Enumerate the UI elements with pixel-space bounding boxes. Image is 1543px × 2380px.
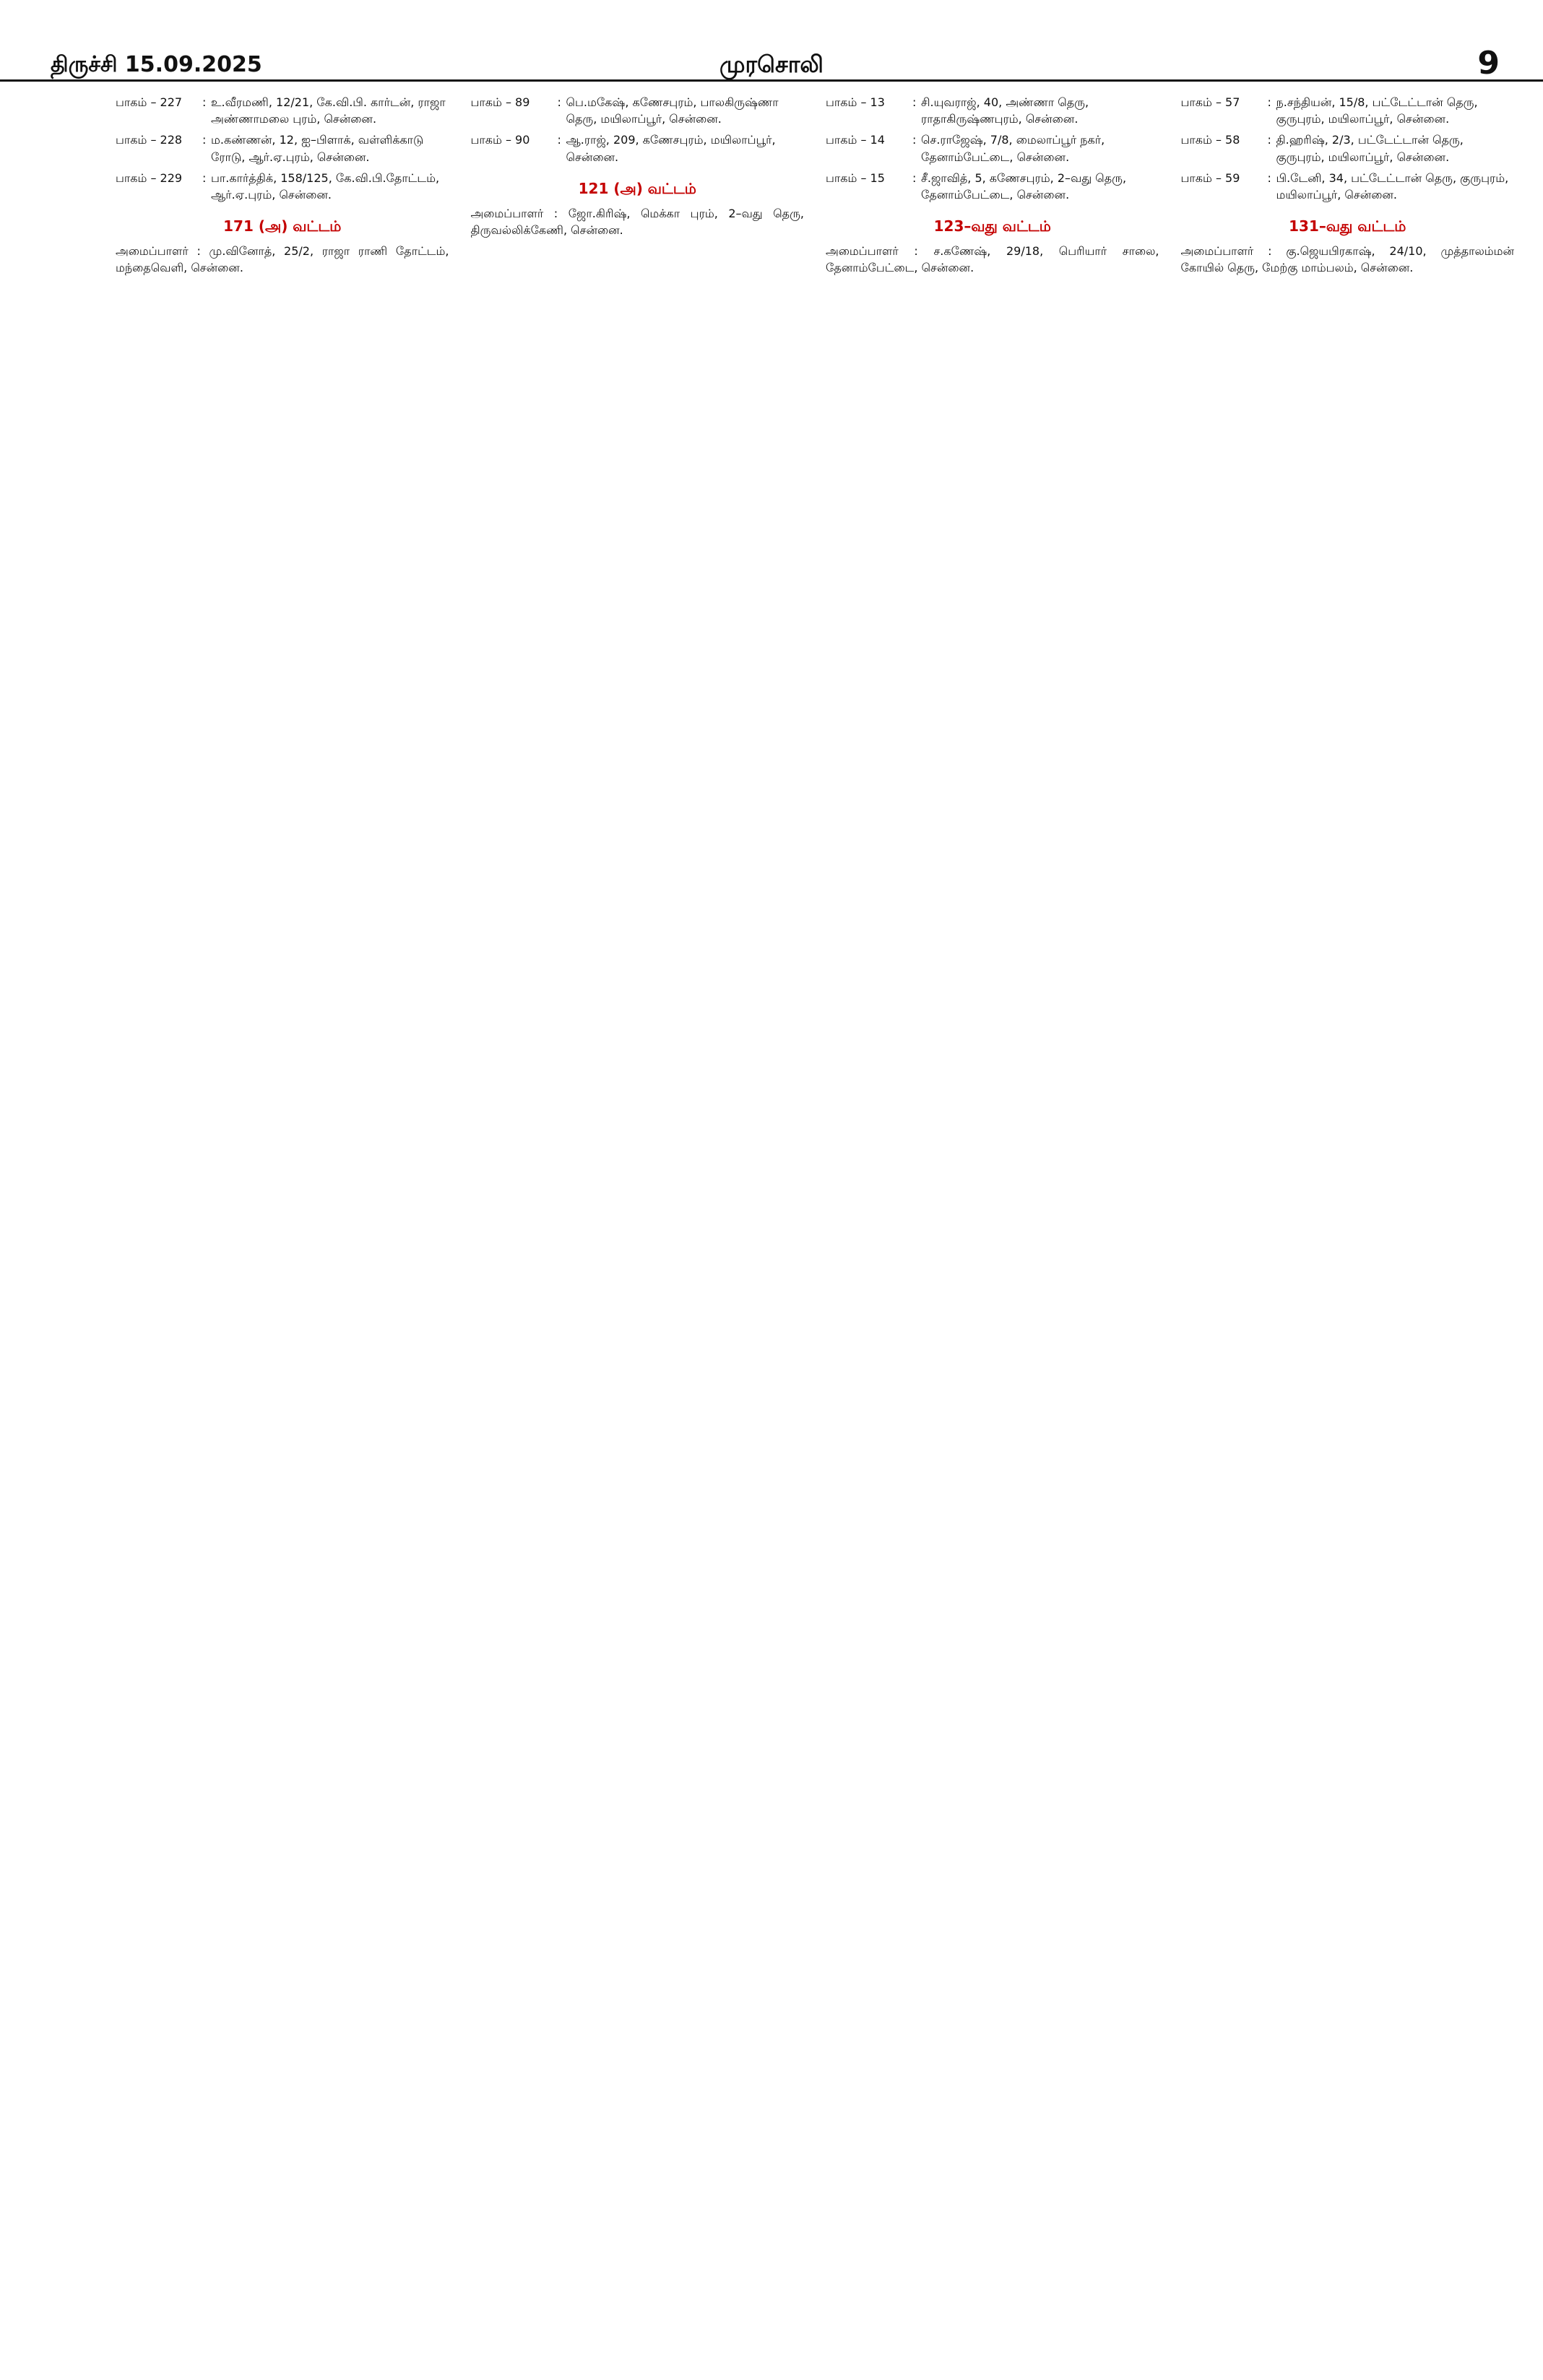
page-number: 9 [1477,45,1500,82]
list-item: பாகம் – 90 : ஆ.ராஜ், 209, கணேசபுரம், மயிலாப்பூர், சென்னை. [470,133,776,164]
ward-title: 123–வது வட்டம் [933,217,1051,235]
list-item: பாகம் – 228 : ம.கண்ணன், 12, ஐ–பிளாக், வள்ளிக்காடு ரோடு, ஆர்.ஏ.புரம், சென்னை. [116,133,424,164]
column-3 [826,94,1159,2351]
masthead: முரசொலி [719,51,824,78]
column-1 [116,94,449,2351]
ward-paragraph: அமைப்பாளர் : ச.கணேஷ், 29/18, பெரியார் சாலை, தேனாம்பேட்டை, சென்னை. [826,244,1159,275]
ward-paragraph: அமைப்பாளர் : ஜோ.கிரிஷ், மெக்கா புரம், 2–வது தெரு, திருவல்லிக்கேணி, சென்னை. [470,206,804,237]
list-item: பாகம் – 13 : சி.யுவராஜ், 40, அண்ணா தெரு, ராதாகிருஷ்ணபுரம், சென்னை. [826,95,1089,126]
list-item: பாகம் – 15 : சீ.ஜாவித், 5, கணேசபுரம், 2–வது தெரு, தேனாம்பேட்டை, சென்னை. [826,170,1127,202]
ward-title: 171 (அ) வட்டம் [223,217,342,235]
ward-paragraph: அமைப்பாளர் : கு.ஜெயபிரகாஷ், 24/10, முத்தாலம்மன் கோயில் தெரு, மேற்கு மாம்பலம், சென்னை. [1180,244,1514,275]
list-item: பாகம் – 14 : செ.ராஜேஷ், 7/8, மைலாப்பூர் நகர், தேனாம்பேட்டை, சென்னை. [826,133,1105,164]
ward-title: 121 (அ) வட்டம் [578,179,696,197]
list-item: பாகம் – 58 : தி.ஹரிஷ், 2/3, பட்டேட்டான் தெரு, குருபுரம், மயிலாப்பூர், சென்னை. [1180,133,1464,164]
article-columns [116,94,1514,2351]
page-header [0,0,1543,82]
list-item: பாகம் – 227 : உ.வீரமணி, 12/21, கே.வி.பி. கார்டன், ராஜா அண்ணாமலை புரம், சென்னை. [116,95,446,126]
list-item: பாகம் – 89 : பெ.மகேஷ், கணேசபுரம், பாலகிருஷ்ணா தெரு, மயிலாப்பூர், சென்னை. [470,95,779,126]
column-4 [1181,94,1515,2351]
list-item: பாகம் – 57 : ந.சந்தியன், 15/8, பட்டேட்டான் தெரு, குருபுரம், மயிலாப்பூர், சென்னை. [1180,95,1478,126]
list-item: பாகம் – 59 : பி.டேனி, 34, பட்டேட்டான் தெரு, குருபுரம், மயிலாப்பூர், சென்னை. [1180,170,1509,202]
date-line: திருச்சி 15.09.2025 [51,52,262,77]
ward-paragraph: அமைப்பாளர் : மு.வினோத், 25/2, ராஜா ராணி தோட்டம், மந்தைவெளி, சென்னை. [116,244,449,275]
list-item: பாகம் – 229 : பா.கார்த்திக், 158/125, கே.வி.பி.தோட்டம், ஆர்.ஏ.புரம், சென்னை. [116,170,440,202]
ward-title: 131–வது வட்டம் [1289,217,1406,235]
column-2 [471,94,805,2351]
